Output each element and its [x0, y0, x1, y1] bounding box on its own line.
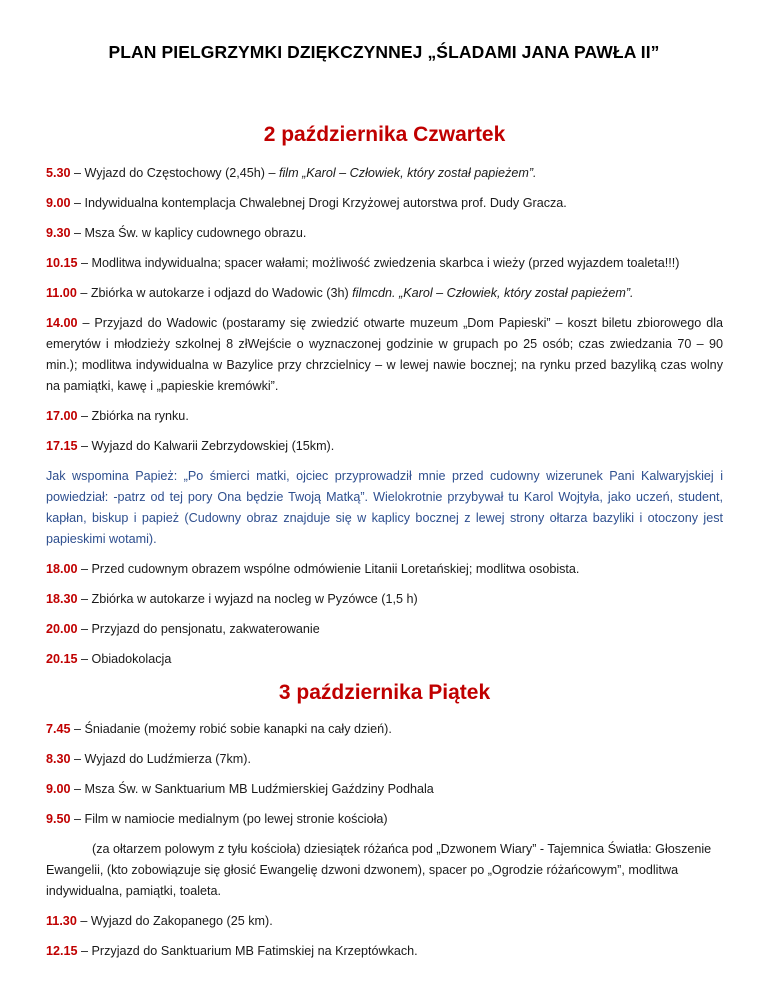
schedule-entry: 12.15 – Przyjazd do Sanktuarium MB Fatimskiej na Krzeptówkach. [46, 944, 418, 958]
schedule-entry: 9.50 – Film w namiocie medialnym (po lewej stronie kościoła) [46, 812, 388, 826]
schedule-entry: 17.15 – Wyjazd do Kalwarii Zebrzydowskiej (15km). [46, 439, 335, 453]
schedule-entry: 11.00 – Zbiórka w autokarze i odjazd do Wadowic (3h) filmcdn. „Karol – Człowiek, który został papieżem”. [46, 286, 634, 300]
schedule-entry: 11.30 – Wyjazd do Zakopanego (25 km). [46, 914, 273, 928]
schedule-entry: 20.15 – Obiadokolacja [46, 652, 172, 666]
schedule-entry: 17.00 – Zbiórka na rynku. [46, 409, 189, 423]
schedule-entry: 5.30 – Wyjazd do Częstochowy (2,45h) – film „Karol – Człowiek, który został papieżem”. [46, 166, 537, 180]
schedule-entry: 20.00 – Przyjazd do pensjonatu, zakwaterowanie [46, 622, 320, 636]
document-content [46, 123, 723, 962]
day2-heading: 3 października Piątek [278, 681, 491, 704]
schedule-entry: 10.15 – Modlitwa indywidualna; spacer wałami; możliwość zwiedzenia skarbca i wieży (przed wyjazdem toaleta!!!) [46, 256, 680, 270]
schedule-entry: 14.00 – Przyjazd do Wadowic (postaramy się zwiedzić otwarte muzeum „Dom Papieski” – koszt biletu zbiorowego dla emerytów i młodzieży szkolnej 8 złWejście o wyznaczonej godzinie w grupach po 25 osób; czas zwiedzania 70 – 90 min.); modlitwa indywidualna w Bazylice przy chrzcielnicy – w lewej nawie bocznej; na rynku przed bazyliką czas wolny na pamiątki, kawę i „papieskie kremówki”. [46, 316, 723, 393]
rosary-paragraph: (za ołtarzem polowym z tyłu kościoła) dziesiątek różańca pod „Dzwonem Wiary” - Tajemnica Światła: Głoszenie Ewangelii, (kto zobowiązuje się głosić Ewangelię dzwoni dzwonem), spacer po „Ogrodzie różańcowym”, modlitwa indywidualna, pamiątki, toaleta. [46, 842, 712, 898]
schedule-entry: 18.30 – Zbiórka w autokarze i wyjazd na nocleg w Pyzówce (1,5 h) [46, 592, 418, 606]
schedule-entry: 8.30 – Wyjazd do Ludźmierza (7km). [46, 752, 251, 766]
schedule-entry: 9.30 – Msza Św. w kaplicy cudownego obrazu. [46, 226, 307, 240]
schedule-entry: 7.45 – Śniadanie (możemy robić sobie kanapki na cały dzień). [46, 722, 392, 736]
schedule-entry: 9.00 – Msza Św. w Sanktuarium MB Ludźmierskiej Gaździny Podhala [46, 782, 434, 796]
document-title: PLAN PIELGRZYMKI DZIĘKCZYNNEJ „ŚLADAMI JANA PAWŁA II” [108, 42, 660, 62]
pope-quote: Jak wspomina Papież: „Po śmierci matki, ojciec przyprowadził mnie przed cudowny wizerunek Pani Kalwaryjskiej i powiedział: -patrz od tej pory Ona będzie Twoją Matką”. Wielokrotnie przybywał tu Karol Wojtyła, jako uczeń, student, kapłan, biskup i papież (Cudowny obraz znajduje się w kaplicy bocznej z lewej strony ołtarza bazyliki i otoczony jest papieskimi wotami). [46, 469, 723, 546]
day1-heading: 2 października Czwartek [263, 123, 506, 146]
schedule-entry: 18.00 – Przed cudownym obrazem wspólne odmówienie Litanii Loretańskiej; modlitwa osobista. [46, 562, 580, 576]
schedule-entry: 9.00 – Indywidualna kontemplacja Chwalebnej Drogi Krzyżowej autorstwa prof. Dudy Gracza. [46, 196, 567, 210]
